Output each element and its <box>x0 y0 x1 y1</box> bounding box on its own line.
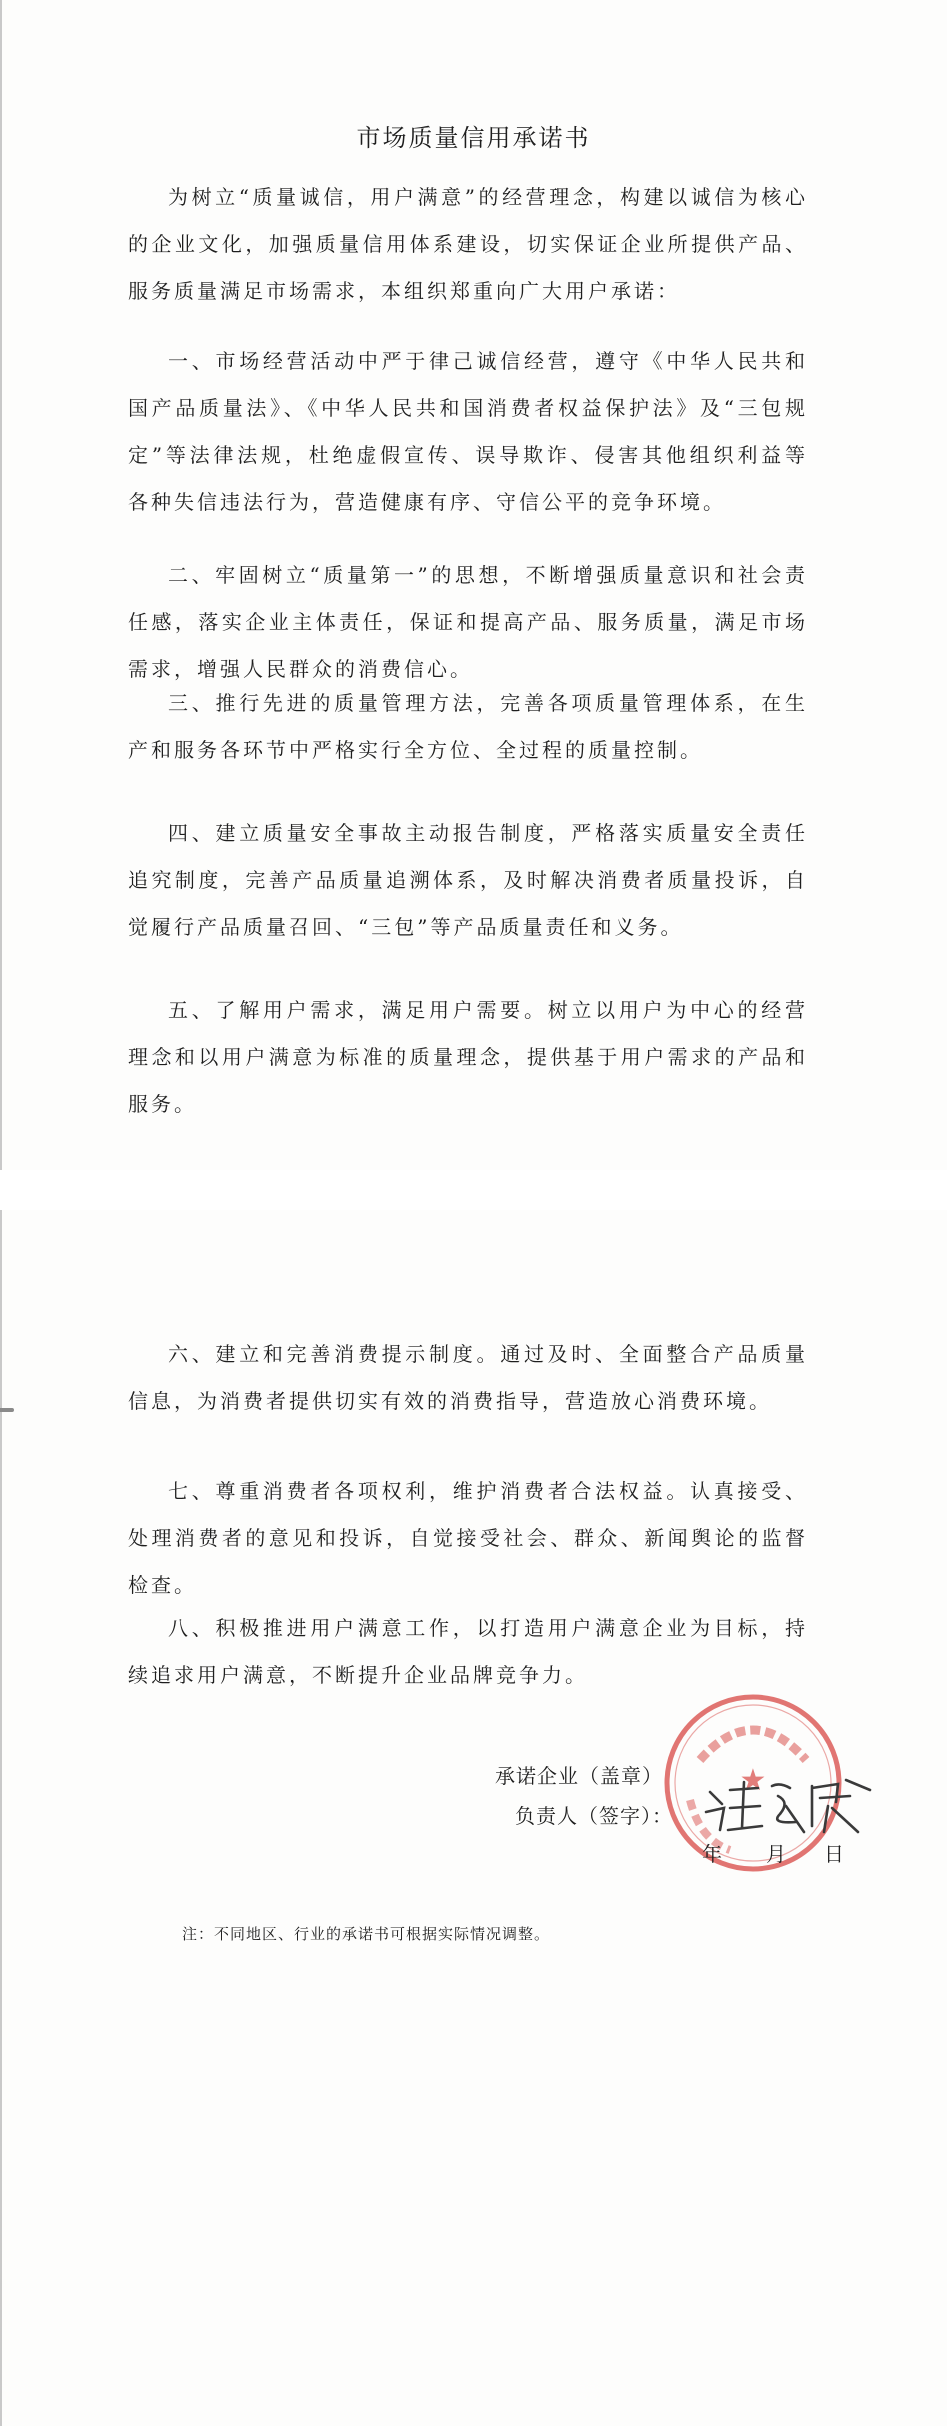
clause-2: 二、牢固树立“质量第一”的思想，不断增强质量意识和社会责任感，落实企业主体责任，保证和提高产品、服务质量，满足市场需求，增强人民群众的消费信心。 <box>128 563 808 681</box>
signatory-label: 负责人（签字）： <box>515 1804 673 1828</box>
document-title: 市场质量信用承诺书 <box>356 124 591 152</box>
clause-7: 七、尊重消费者各项权利，维护消费者合法权益。认真接受、处理消费者的意见和投诉，自觉接受社会、群众、新闻舆论的监督检查。 <box>128 1479 808 1597</box>
punch-mark <box>0 1408 14 1412</box>
svg-text:★: ★ <box>739 1763 767 1798</box>
clause-3: 三、推行先进的质量管理方法，完善各项质量管理体系，在生产和服务各环节中严格实行全方位、全过程的质量控制。 <box>128 691 808 762</box>
page-edge <box>0 0 2 1170</box>
date-year: 年 <box>702 1842 723 1866</box>
date-month: 月 <box>766 1842 787 1866</box>
clause-4: 四、建立质量安全事故主动报告制度，严格落实质量安全责任追究制度，完善产品质量追溯体系，及时解决消费者质量投诉，自觉履行产品质量召回、“三包”等产品质量责任和义务。 <box>128 821 808 939</box>
intro-paragraph: 为树立“质量诚信，用户满意”的经营理念，构建以诚信为核心的企业文化，加强质量信用体系建设，切实保证企业所提供产品、服务质量满足市场需求，本组织郑重向广大用户承诺： <box>128 185 808 303</box>
footnote: 注：不同地区、行业的承诺书可根据实际情况调整。 <box>182 1925 551 1943</box>
page-edge <box>0 1210 2 2426</box>
company-seal-label: 承诺企业（盖章） <box>495 1764 663 1788</box>
clause-8: 八、积极推进用户满意工作，以打造用户满意企业为目标，持续追求用户满意，不断提升企业品牌竞争力。 <box>128 1616 808 1687</box>
document-page-1 <box>0 0 947 1170</box>
handwritten-signature <box>700 1772 880 1842</box>
date-day: 日 <box>824 1842 845 1866</box>
clause-6: 六、建立和完善消费提示制度。通过及时、全面整合产品质量信息，为消费者提供切实有效的消费指导，营造放心消费环境。 <box>128 1342 808 1413</box>
page-separator <box>0 1170 947 1210</box>
clause-1: 一、市场经营活动中严于律己诚信经营，遵守《中华人民共和国产品质量法》、《中华人民共和国消费者权益保护法》及“三包规定”等法律法规，杜绝虚假宣传、误导欺诈、侵害其他组织利益等各种失信违法行为，营造健康有序、守信公平的竞争环境。 <box>128 349 808 514</box>
clause-5: 五、了解用户需求，满足用户需要。树立以用户为中心的经营理念和以用户满意为标准的质量理念，提供基于用户需求的产品和服务。 <box>128 998 808 1116</box>
